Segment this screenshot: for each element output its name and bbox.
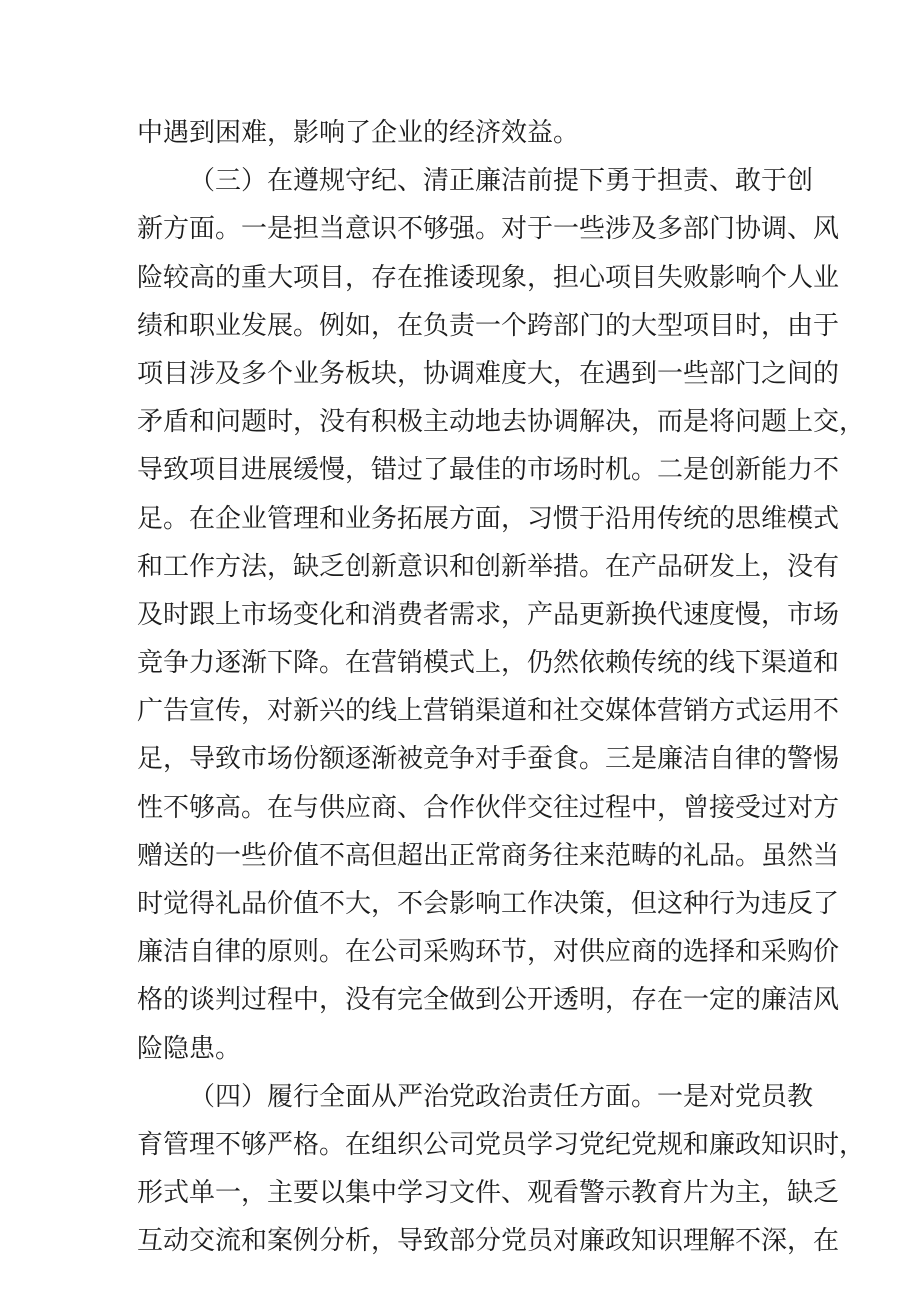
text-line: 广告宣传，对新兴的线上营销渠道和社交媒体营销方式运用不: [137, 696, 840, 727]
text-line: 矛盾和问题时，没有积极主动地去协调解决，而是将问题上交，: [137, 407, 866, 438]
text-line: 廉洁自律的原则。在公司采购环节，对供应商的选择和采购价: [137, 937, 840, 968]
text-line: 足，导致市场份额逐渐被竞争对手蚕食。三是廉洁自律的警惕: [137, 744, 840, 775]
text-line: 新方面。一是担当意识不够强。对于一些涉及多部门协调、风: [137, 214, 840, 245]
text-line: 赠送的一些价值不高但超出正常商务往来范畴的礼品。虽然当: [137, 840, 840, 871]
text-line: 格的谈判过程中，没有完全做到公开透明，存在一定的廉洁风: [137, 985, 840, 1016]
text-line: 和工作方法，缺乏创新意识和创新举措。在产品研发上，没有: [137, 551, 840, 582]
text-line: 足。在企业管理和业务拓展方面，习惯于沿用传统的思维模式: [137, 503, 840, 534]
text-line: 时觉得礼品价值不大，不会影响工作决策，但这种行为违反了: [137, 889, 840, 919]
paragraph-continued: [137, 109, 797, 157]
text-line: 形式单一，主要以集中学习文件、观看警示教育片为主，缺乏: [137, 1178, 840, 1209]
text-line: 互动交流和案例分析，导致部分党员对廉政知识理解不深，在: [137, 1226, 840, 1257]
text-line: 项目涉及多个业务板块，协调难度大，在遇到一些部门之间的: [137, 358, 840, 389]
text-line: 及时跟上市场变化和消费者需求，产品更新换代速度慢，市场: [137, 599, 840, 630]
text-line: 导致项目进展缓慢，错过了最佳的市场时机。二是创新能力不: [137, 455, 840, 486]
text-line: 竞争力逐渐下降。在营销模式上，仍然依赖传统的线下渠道和: [137, 648, 840, 679]
paragraph-section-3: [137, 157, 866, 1073]
text-line: （四）履行全面从严治党政治责任方面。一是对党员教: [189, 1081, 814, 1112]
text-line: 绩和职业发展。例如，在负责一个跨部门的大型项目时，由于: [137, 310, 840, 341]
text-line: 险隐患。: [137, 1033, 242, 1064]
text-line: （三）在遵规守纪、清正廉洁前提下勇于担责、敢于创: [189, 166, 814, 197]
paragraph-section-4: [137, 1073, 866, 1266]
text-line: 育管理不够严格。在组织公司党员学习党纪党规和廉政知识时，: [137, 1129, 866, 1160]
text-line: 性不够高。在与供应商、合作伙伴交往过程中，曾接受过对方: [137, 792, 840, 823]
text-line: 险较高的重大项目，存在推诿现象，担心项目失败影响个人业: [137, 262, 840, 293]
text-line: 中遇到困难，影响了企业的经济效益。: [137, 118, 580, 148]
body-text: [137, 109, 866, 1266]
